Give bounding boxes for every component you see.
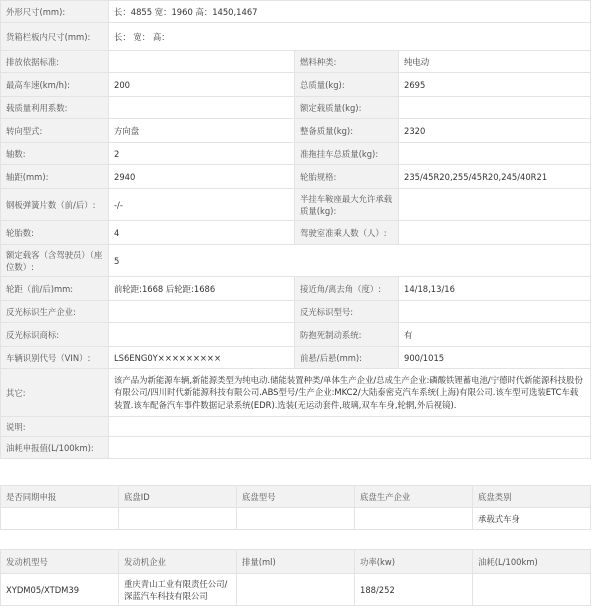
abs-value: 有 bbox=[399, 323, 591, 347]
fuel-consumption-label: 油耗申报值(L/100km): bbox=[1, 437, 109, 459]
chassis-header-sync-declared: 是否同期申报 bbox=[1, 486, 119, 508]
spec-row bbox=[1, 1, 591, 23]
spec-row bbox=[1, 221, 591, 245]
emission-standard-value bbox=[109, 51, 295, 73]
reflective-brand-value bbox=[109, 323, 295, 347]
dimensions-value: 长：4855 宽：1960 高：1450,1467 bbox=[109, 1, 591, 23]
engine-model: XYDM05/XTDM39 bbox=[1, 574, 119, 606]
spec-row bbox=[1, 73, 591, 97]
spec-row bbox=[1, 165, 591, 189]
chassis-header-id: 底盘ID bbox=[119, 486, 237, 508]
vin-label: 车辆识别代号（VIN）: bbox=[1, 347, 109, 369]
fuel-type-label: 燃料种类: bbox=[295, 51, 399, 73]
seats-label: 额定载客（含驾驶员）（座位数）: bbox=[1, 245, 109, 277]
reflective-model-label: 反光标识型号: bbox=[295, 301, 399, 323]
engine-header-maker: 发动机企业 bbox=[119, 550, 237, 574]
spec-row bbox=[1, 51, 591, 73]
chassis-header-category: 底盘类别 bbox=[473, 486, 591, 508]
rated-load-label: 额定载质量(kg): bbox=[295, 97, 399, 119]
engine-header-fuel: 油耗(L/100km) bbox=[473, 550, 591, 574]
axles-label: 轴数: bbox=[1, 143, 109, 165]
approach-departure-label: 接近角/离去角（度）: bbox=[295, 277, 399, 301]
chassis-id bbox=[119, 508, 237, 530]
engine-header-power: 功率(kw) bbox=[355, 550, 473, 574]
curb-weight-label: 整备质量(kg): bbox=[295, 119, 399, 143]
spec-row bbox=[1, 189, 591, 221]
dimensions-label: 外形尺寸(mm): bbox=[1, 1, 109, 23]
engine-maker: 重庆青山工业有限责任公司/深蓝汽车科技有限公司 bbox=[119, 574, 237, 606]
vin-value: LS6ENG0Y××××××××× bbox=[109, 347, 295, 369]
track-value: 前轮距:1668 后轮距:1686 bbox=[109, 277, 295, 301]
max-speed-value: 200 bbox=[109, 73, 295, 97]
reflective-maker-value bbox=[109, 301, 295, 323]
wheelbase-value: 2940 bbox=[109, 165, 295, 189]
note-value bbox=[109, 417, 591, 437]
leaf-springs-value: -/- bbox=[109, 189, 295, 221]
overhang-label: 前悬/后悬(mm): bbox=[295, 347, 399, 369]
spec-row bbox=[1, 301, 591, 323]
rated-load-value bbox=[399, 97, 591, 119]
fuel-consumption-value bbox=[109, 437, 591, 459]
spec-row bbox=[1, 143, 591, 165]
chassis-maker bbox=[355, 508, 473, 530]
tire-spec-value: 235/45R20,255/45R20,245/40R21 bbox=[399, 165, 591, 189]
spec-row bbox=[1, 323, 591, 347]
fuel-type-value: 纯电动 bbox=[399, 51, 591, 73]
chassis-table bbox=[0, 485, 591, 530]
engine-displacement bbox=[237, 574, 355, 606]
note-label: 说明: bbox=[1, 417, 109, 437]
spec-row bbox=[1, 119, 591, 143]
cab-passengers-label: 驾驶室准乘人数（人）: bbox=[295, 221, 399, 245]
steering-value: 方向盘 bbox=[109, 119, 295, 143]
steering-label: 转向型式: bbox=[1, 119, 109, 143]
chassis-header-maker: 底盘生产企业 bbox=[355, 486, 473, 508]
engine-row bbox=[1, 574, 591, 606]
engine-header-model: 发动机型号 bbox=[1, 550, 119, 574]
max-speed-label: 最高车速(km/h): bbox=[1, 73, 109, 97]
spec-row bbox=[1, 437, 591, 459]
spec-row bbox=[1, 417, 591, 437]
engine-power: 188/252 bbox=[355, 574, 473, 606]
seats-value: 5 bbox=[109, 245, 591, 277]
engine-fuel bbox=[473, 574, 591, 606]
total-mass-value: 2695 bbox=[399, 73, 591, 97]
towing-mass-value bbox=[399, 143, 591, 165]
leaf-springs-label: 钢板弹簧片数（前/后）: bbox=[1, 189, 109, 221]
emission-standard-label: 排放依据标准: bbox=[1, 51, 109, 73]
engine-table bbox=[0, 549, 591, 606]
chassis-sync-declared bbox=[1, 508, 119, 530]
chassis-header-model: 底盘型号 bbox=[237, 486, 355, 508]
engine-header-row bbox=[1, 550, 591, 574]
chassis-category: 承载式车身 bbox=[473, 508, 591, 530]
load-utilization-label: 载质量利用系数: bbox=[1, 97, 109, 119]
engine-header-displacement: 排量(ml) bbox=[237, 550, 355, 574]
reflective-maker-label: 反光标识生产企业: bbox=[1, 301, 109, 323]
approach-departure-value: 14/18,13/16 bbox=[399, 277, 591, 301]
towing-mass-label: 准拖挂车总质量(kg): bbox=[295, 143, 399, 165]
spec-row bbox=[1, 97, 591, 119]
spec-row bbox=[1, 245, 591, 277]
overhang-value: 900/1015 bbox=[399, 347, 591, 369]
curb-weight-value: 2320 bbox=[399, 119, 591, 143]
tire-spec-label: 轮胎规格: bbox=[295, 165, 399, 189]
other-label: 其它: bbox=[1, 369, 109, 417]
abs-label: 防抱死制动系统: bbox=[295, 323, 399, 347]
chassis-model bbox=[237, 508, 355, 530]
track-label: 轮距（前/后)mm: bbox=[1, 277, 109, 301]
cargo-box-label: 货箱栏板内尺寸(mm): bbox=[1, 23, 109, 51]
chassis-row bbox=[1, 508, 591, 530]
spec-row bbox=[1, 347, 591, 369]
spec-row bbox=[1, 277, 591, 301]
other-description: 该产品为新能源车辆,新能源类型为纯电动.储能装置种类/单体生产企业/总成生产企业:磷酸铁锂蓄电池/宁德时代新能源科技股份有限公司/四川时代新能源科技有限公司.ABS型号/生产企业:MKC2/大陆泰密克汽车系统(上海)有限公司.该车型可选装ETC车载装置.该车配备汽车事件数据记录系统(EDR).选装(无运动套件,玻璃,双车车身,轮辋,外后视镜). bbox=[109, 369, 591, 417]
chassis-header-row bbox=[1, 486, 591, 508]
reflective-model-value bbox=[399, 301, 591, 323]
spec-row bbox=[1, 369, 591, 417]
reflective-brand-label: 反光标识商标: bbox=[1, 323, 109, 347]
cargo-box-value: 长： 宽： 高： bbox=[109, 23, 591, 51]
spec-row bbox=[1, 23, 591, 51]
cab-passengers-value bbox=[399, 221, 591, 245]
wheelbase-label: 轴距(mm): bbox=[1, 165, 109, 189]
tire-count-label: 轮胎数: bbox=[1, 221, 109, 245]
semi-trailer-load-label: 半挂车鞍座最大允许承载质量(kg): bbox=[295, 189, 399, 221]
tire-count-value: 4 bbox=[109, 221, 295, 245]
total-mass-label: 总质量(kg): bbox=[295, 73, 399, 97]
axles-value: 2 bbox=[109, 143, 295, 165]
semi-trailer-load-value bbox=[399, 189, 591, 221]
load-utilization-value bbox=[109, 97, 295, 119]
